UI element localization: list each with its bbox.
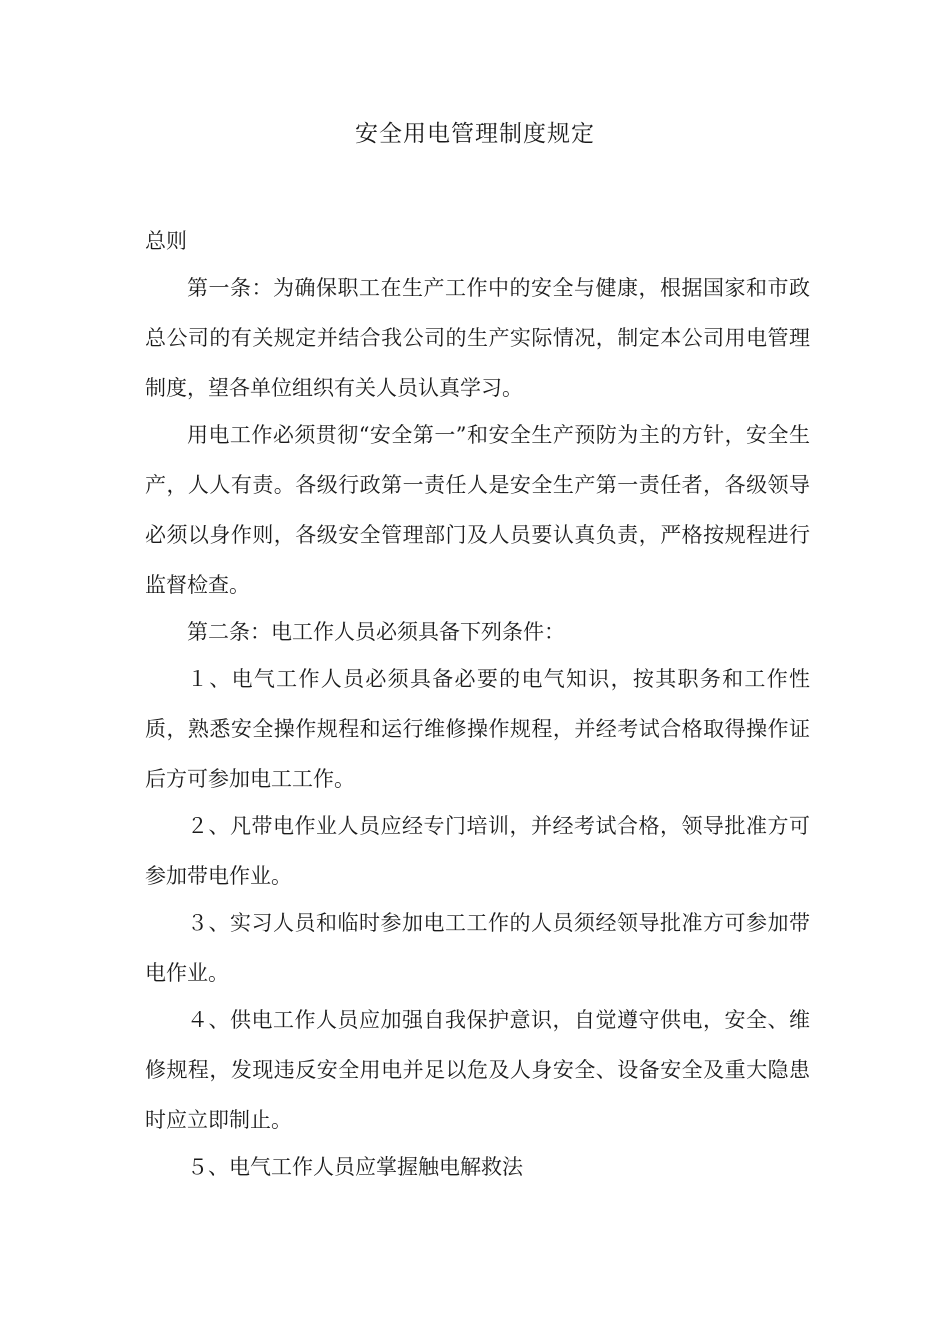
- paragraph-item-4: ４、供电工作人员应加强自我保护意识，自觉遵守供电，安全、维修规程，发现违反安全用电并足以危及人身安全、设备安全及重大隐患时应立即制止。: [145, 1008, 810, 1132]
- paragraph-item-1: １、电气工作人员必须具备必要的电气知识，按其职务和工作性质，熟悉安全操作规程和运行维修操作规程，并经考试合格取得操作证后方可参加电工工作。: [145, 667, 810, 791]
- section-heading: 总则: [145, 229, 187, 253]
- paragraph-article-2: 第二条：电工作人员必须具备下列条件：: [187, 620, 565, 644]
- paragraph-article-1: 第一条：为确保职工在生产工作中的安全与健康，根据国家和市政总公司的有关规定并结合我公司的生产实际情况，制定本公司用电管理制度，望各单位组织有关人员认真学习。: [145, 276, 810, 400]
- paragraph-item-2: ２、凡带电作业人员应经专门培训，并经考试合格，领导批准方可参加带电作业。: [145, 814, 810, 888]
- paragraph-safety-policy: 用电工作必须贯彻“安全第一”和安全生产预防为主的方针，安全生产，人人有责。各级行政第一责任人是安全生产第一责任者，各级领导必须以身作则，各级安全管理部门及人员要认真负责，严格按规程进行监督检查。: [145, 423, 810, 597]
- document-title: 安全用电管理制度规定: [355, 121, 595, 147]
- document-body: [145, 216, 810, 1189]
- paragraph-item-5: ５、电气工作人员应掌握触电解救法: [187, 1155, 523, 1179]
- paragraph-item-3: ３、实习人员和临时参加电工工作的人员须经领导批准方可参加带电作业。: [145, 911, 810, 985]
